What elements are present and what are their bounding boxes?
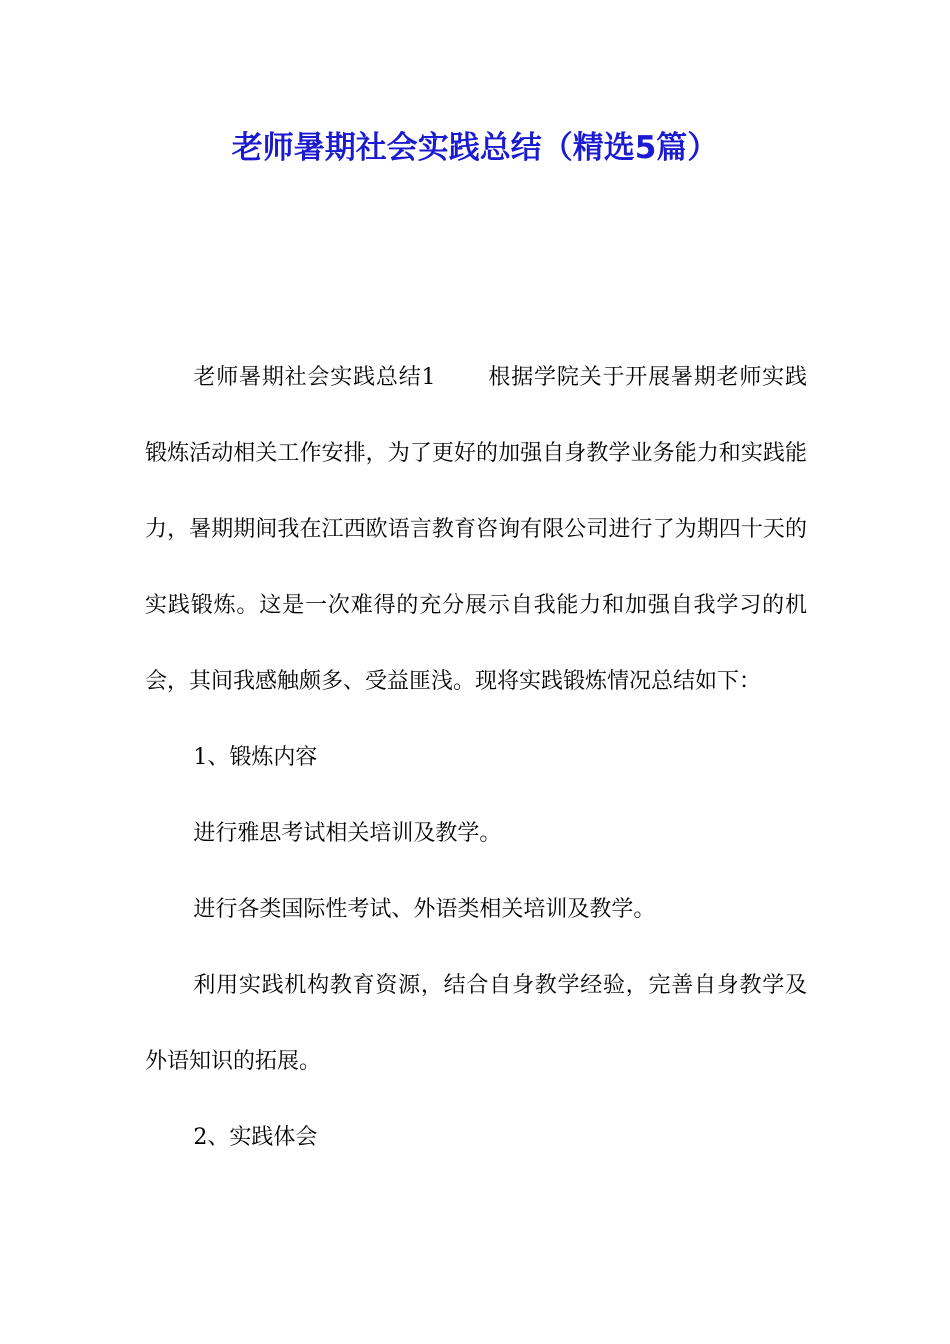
document-title: 老师暑期社会实践总结（精选5篇） <box>231 130 719 166</box>
intro-paragraph <box>145 340 807 720</box>
section1-heading: 1、锻炼内容 <box>193 745 318 770</box>
intro-text: 根据学院关于开展暑期老师实践锻炼活动相关工作安排，为了更好的加强自身教学业务能力和实践能力，暑期期间我在江西欧语言教育咨询有限公司进行了为期四十天的实践锻炼。这是一次难得的充分展示自我能力和加强自我学习的机会，其间我感触颇多、受益匪浅。现将实践锻炼情况总结如下： <box>145 365 807 694</box>
section1-item-3: 利用实践机构教育资源，结合自身教学经验，完善自身教学及外语知识的拓展。 <box>145 973 807 1074</box>
section1-item-2: 进行各类国际性考试、外语类相关培训及教学。 <box>193 897 656 922</box>
document-body <box>145 340 807 1176</box>
section1-item-1: 进行雅思考试相关培训及教学。 <box>193 821 502 846</box>
section2-heading: 2、实践体会 <box>193 1125 318 1150</box>
intro-heading: 老师暑期社会实践总结1 <box>193 365 436 390</box>
